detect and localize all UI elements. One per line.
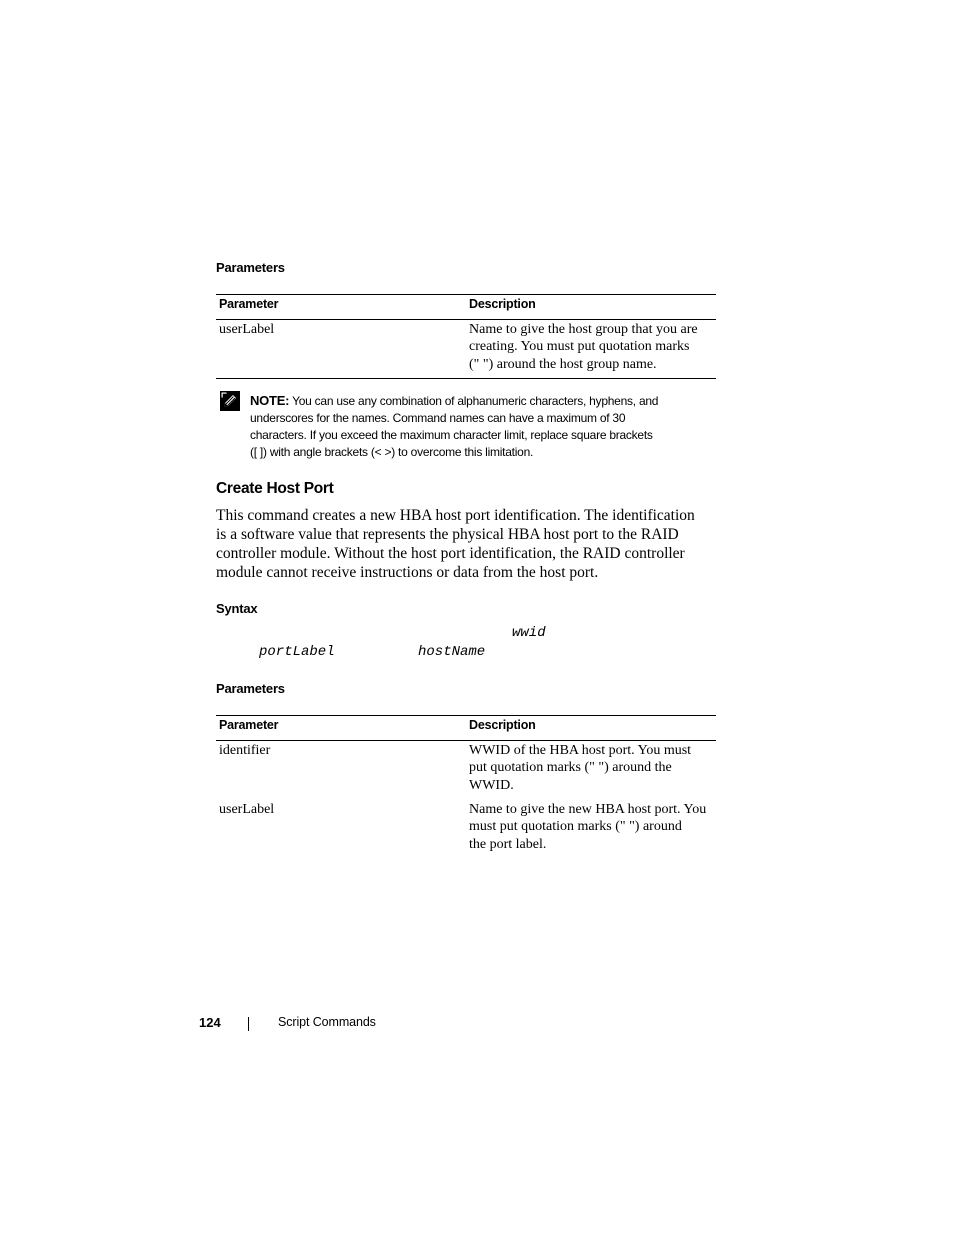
paragraph-line: controller module. Without the host port identification, the RAID controller [216,545,685,562]
parameter-name: userLabel [219,802,275,817]
note-pencil-icon [220,391,240,411]
description-line: WWID of the HBA host port. You must [469,743,692,758]
section-title: Create Host Port [216,480,334,497]
note-label: NOTE: [250,393,290,408]
parameter-description [469,801,715,853]
footer-separator [248,1017,249,1031]
section-paragraph [216,506,716,582]
description-line: the port label. [469,836,547,852]
description-line: put quotation marks (" ") around the [469,760,672,776]
parameter-name: userLabel [219,322,275,337]
paragraph-line: is a software value that represents the physical HBA host port to the RAID [216,526,679,543]
description-line: creating. You must put quotation marks [469,339,690,355]
description-line: WWID. [469,777,514,793]
paragraph-line: This command creates a new HBA host port identification. The identification [216,507,695,524]
note-text [250,392,720,461]
note-line: characters. If you exceed the maximum character limit, replace square brackets [250,428,653,442]
paragraph-line: module cannot receive instructions or data from the host port. [216,564,599,581]
note-line: underscores for the names. Command names can have a maximum of 30 [250,411,626,425]
description-line: Name to give the host group that you are [469,322,698,337]
syntax-portlabel: portLabel [259,644,335,660]
parameters-heading: Parameters [216,681,285,696]
syntax-hostname: hostName [418,644,486,660]
note-line: You can use any combination of alphanumeric characters, hyphens, and [292,394,659,408]
page-number: 124 [199,1015,221,1030]
parameters-heading: Parameters [216,260,285,275]
table-bottom-rule [216,378,716,379]
column-header-description: Description [469,718,536,732]
footer-title: Script Commands [278,1015,376,1029]
parameter-name: identifier [219,743,271,758]
note-line: ([ ]) with angle brackets (< >) to overcome this limitation. [250,445,534,459]
parameter-description [469,742,715,794]
syntax-wwid: wwid [512,625,546,641]
table-top-rule [216,715,716,716]
description-line: Name to give the new HBA host port. You [469,802,707,817]
parameter-description [469,321,715,373]
description-line: must put quotation marks (" ") around [469,819,682,835]
column-header-parameter: Parameter [219,718,279,732]
column-header-description: Description [469,297,536,311]
syntax-heading: Syntax [216,601,258,616]
column-header-parameter: Parameter [219,297,279,311]
table-top-rule [216,294,716,295]
description-line: (" ") around the host group name. [469,356,657,372]
table-header-rule [216,740,716,741]
table-header-rule [216,319,716,320]
